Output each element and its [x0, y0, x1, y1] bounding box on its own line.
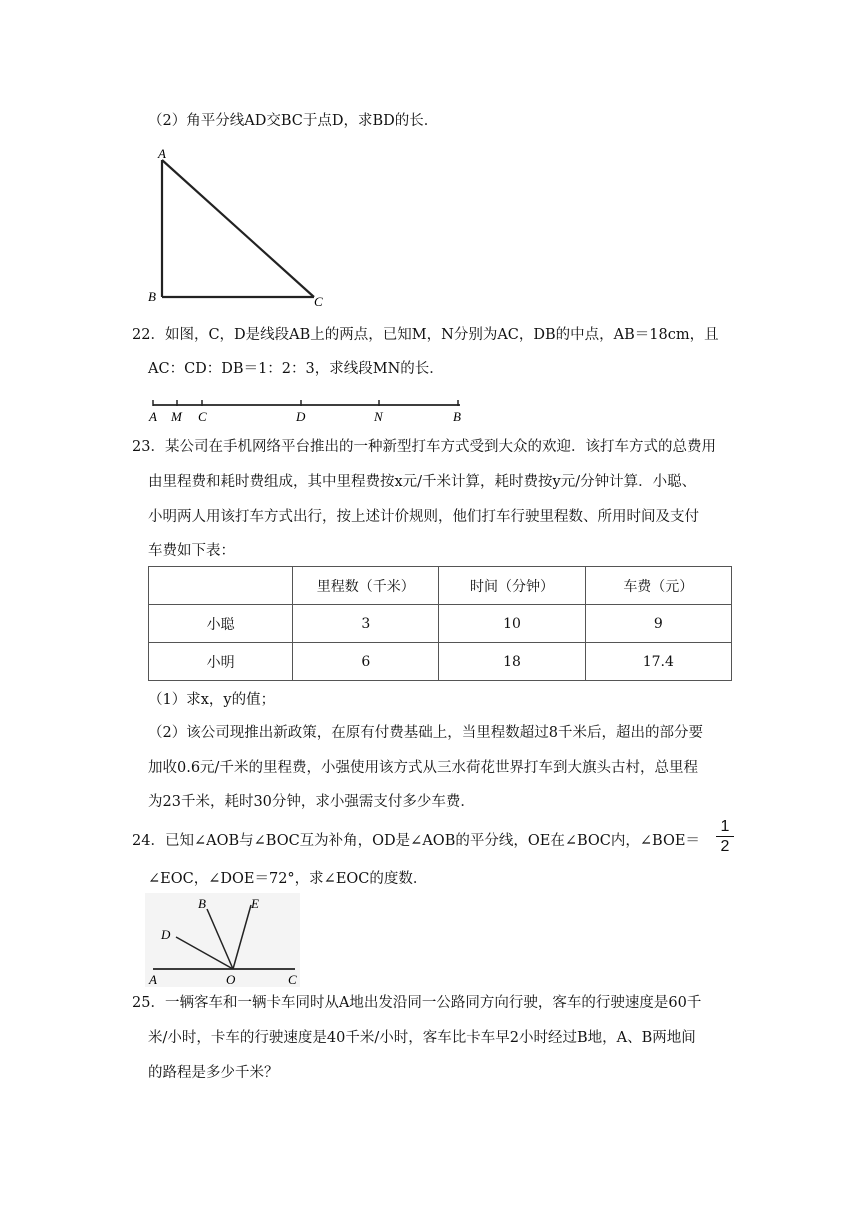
table-cell: 小聪: [149, 605, 293, 643]
segment-label-m: M: [171, 409, 182, 424]
segment-label-a: A: [149, 409, 157, 424]
segment-figure: [140, 393, 470, 425]
fraction-bar: [716, 836, 734, 837]
triangle-label-b: B: [148, 289, 156, 304]
table-header-row: [149, 567, 732, 605]
table-cell: 18: [439, 643, 585, 681]
table-header-cell: 里程数（千米）: [293, 567, 439, 605]
table-cell: 10: [439, 605, 585, 643]
q22-line1: 22．如图，C，D是线段AB上的两点，已知M，N分别为AC，DB的中点，AB＝18cm，且: [132, 327, 719, 343]
q23-part2-line1: （2）该公司现推出新政策，在原有付费基础上，当里程数超过8千米后，超出的部分要: [148, 725, 703, 741]
q23-part2-line2: 加收0.6元/千米的里程费，小强使用该方式从三水荷花世界打车到大旗头古村，总里程: [148, 760, 698, 776]
q25-line1: 25．一辆客车和一辆卡车同时从A地出发沿同一公路同方向行驶，客车的行驶速度是60千: [132, 995, 702, 1011]
segment-label-d: D: [296, 409, 306, 424]
q25-line2: 米/小时，卡车的行驶速度是40千米/小时，客车比卡车早2小时经过B地，A、B两地间: [148, 1030, 696, 1046]
table-cell: 9: [585, 605, 731, 643]
segment-label-b: B: [453, 409, 461, 424]
triangle-figure: [140, 140, 340, 310]
angle-figure: [145, 893, 305, 988]
table-row: [149, 605, 732, 643]
q24-line2: ∠EOC，∠DOE＝72°，求∠EOC的度数．: [148, 871, 428, 887]
q23-line2: 由里程费和耗时费组成，其中里程费按x元/千米计算，耗时费按y元/分钟计算．小聪、: [148, 474, 697, 490]
q25-line3: 的路程是多少千米？: [148, 1065, 279, 1081]
q24-line1: 24．已知∠AOB与∠BOC互为补角，OD是∠AOB的平分线，OE在∠BOC内，∠BOE＝: [132, 833, 700, 849]
fraction-numerator: 1: [720, 818, 730, 835]
table-header-cell: [149, 567, 293, 605]
q21-part2: （2）角平分线AD交BC于点D，求BD的长．: [148, 113, 439, 129]
triangle-label-a: A: [158, 146, 166, 161]
table-cell: 17.4: [585, 643, 731, 681]
q23-part1: （1）求x，y的值；: [148, 692, 276, 708]
segment-label-n: N: [374, 409, 383, 424]
angle-label-o: O: [226, 972, 236, 987]
table-cell: 小明: [149, 643, 293, 681]
table-cell: 6: [293, 643, 439, 681]
q23-line4: 车费如下表：: [148, 543, 235, 559]
q22-line2: AC：CD：DB＝1：2：3，求线段MN的长．: [148, 361, 444, 377]
triangle-label-c: C: [314, 294, 323, 309]
segment-label-c: C: [198, 409, 207, 424]
table-cell: 3: [293, 605, 439, 643]
angle-label-a: A: [149, 972, 157, 987]
angle-label-b: B: [198, 896, 206, 911]
angle-label-e: E: [251, 896, 259, 911]
q23-line3: 小明两人用该打车方式出行，按上述计价规则，他们打车行驶里程数、所用时间及支付: [148, 509, 699, 525]
q23-line1: 23．某公司在手机网络平台推出的一种新型打车方式受到大众的欢迎．该打车方式的总费用: [132, 439, 716, 455]
table-row: [149, 643, 732, 681]
table-header-cell: 车费（元）: [585, 567, 731, 605]
angle-label-c: C: [288, 972, 297, 987]
table-header-cell: 时间（分钟）: [439, 567, 585, 605]
angle-label-d: D: [161, 927, 171, 942]
fraction-one-half: [716, 818, 734, 855]
q23-part2-line3: 为23千米，耗时30分钟，求小强需支付多少车费．: [148, 794, 475, 810]
fraction-denominator: 2: [720, 838, 730, 855]
fare-table: [148, 566, 732, 681]
